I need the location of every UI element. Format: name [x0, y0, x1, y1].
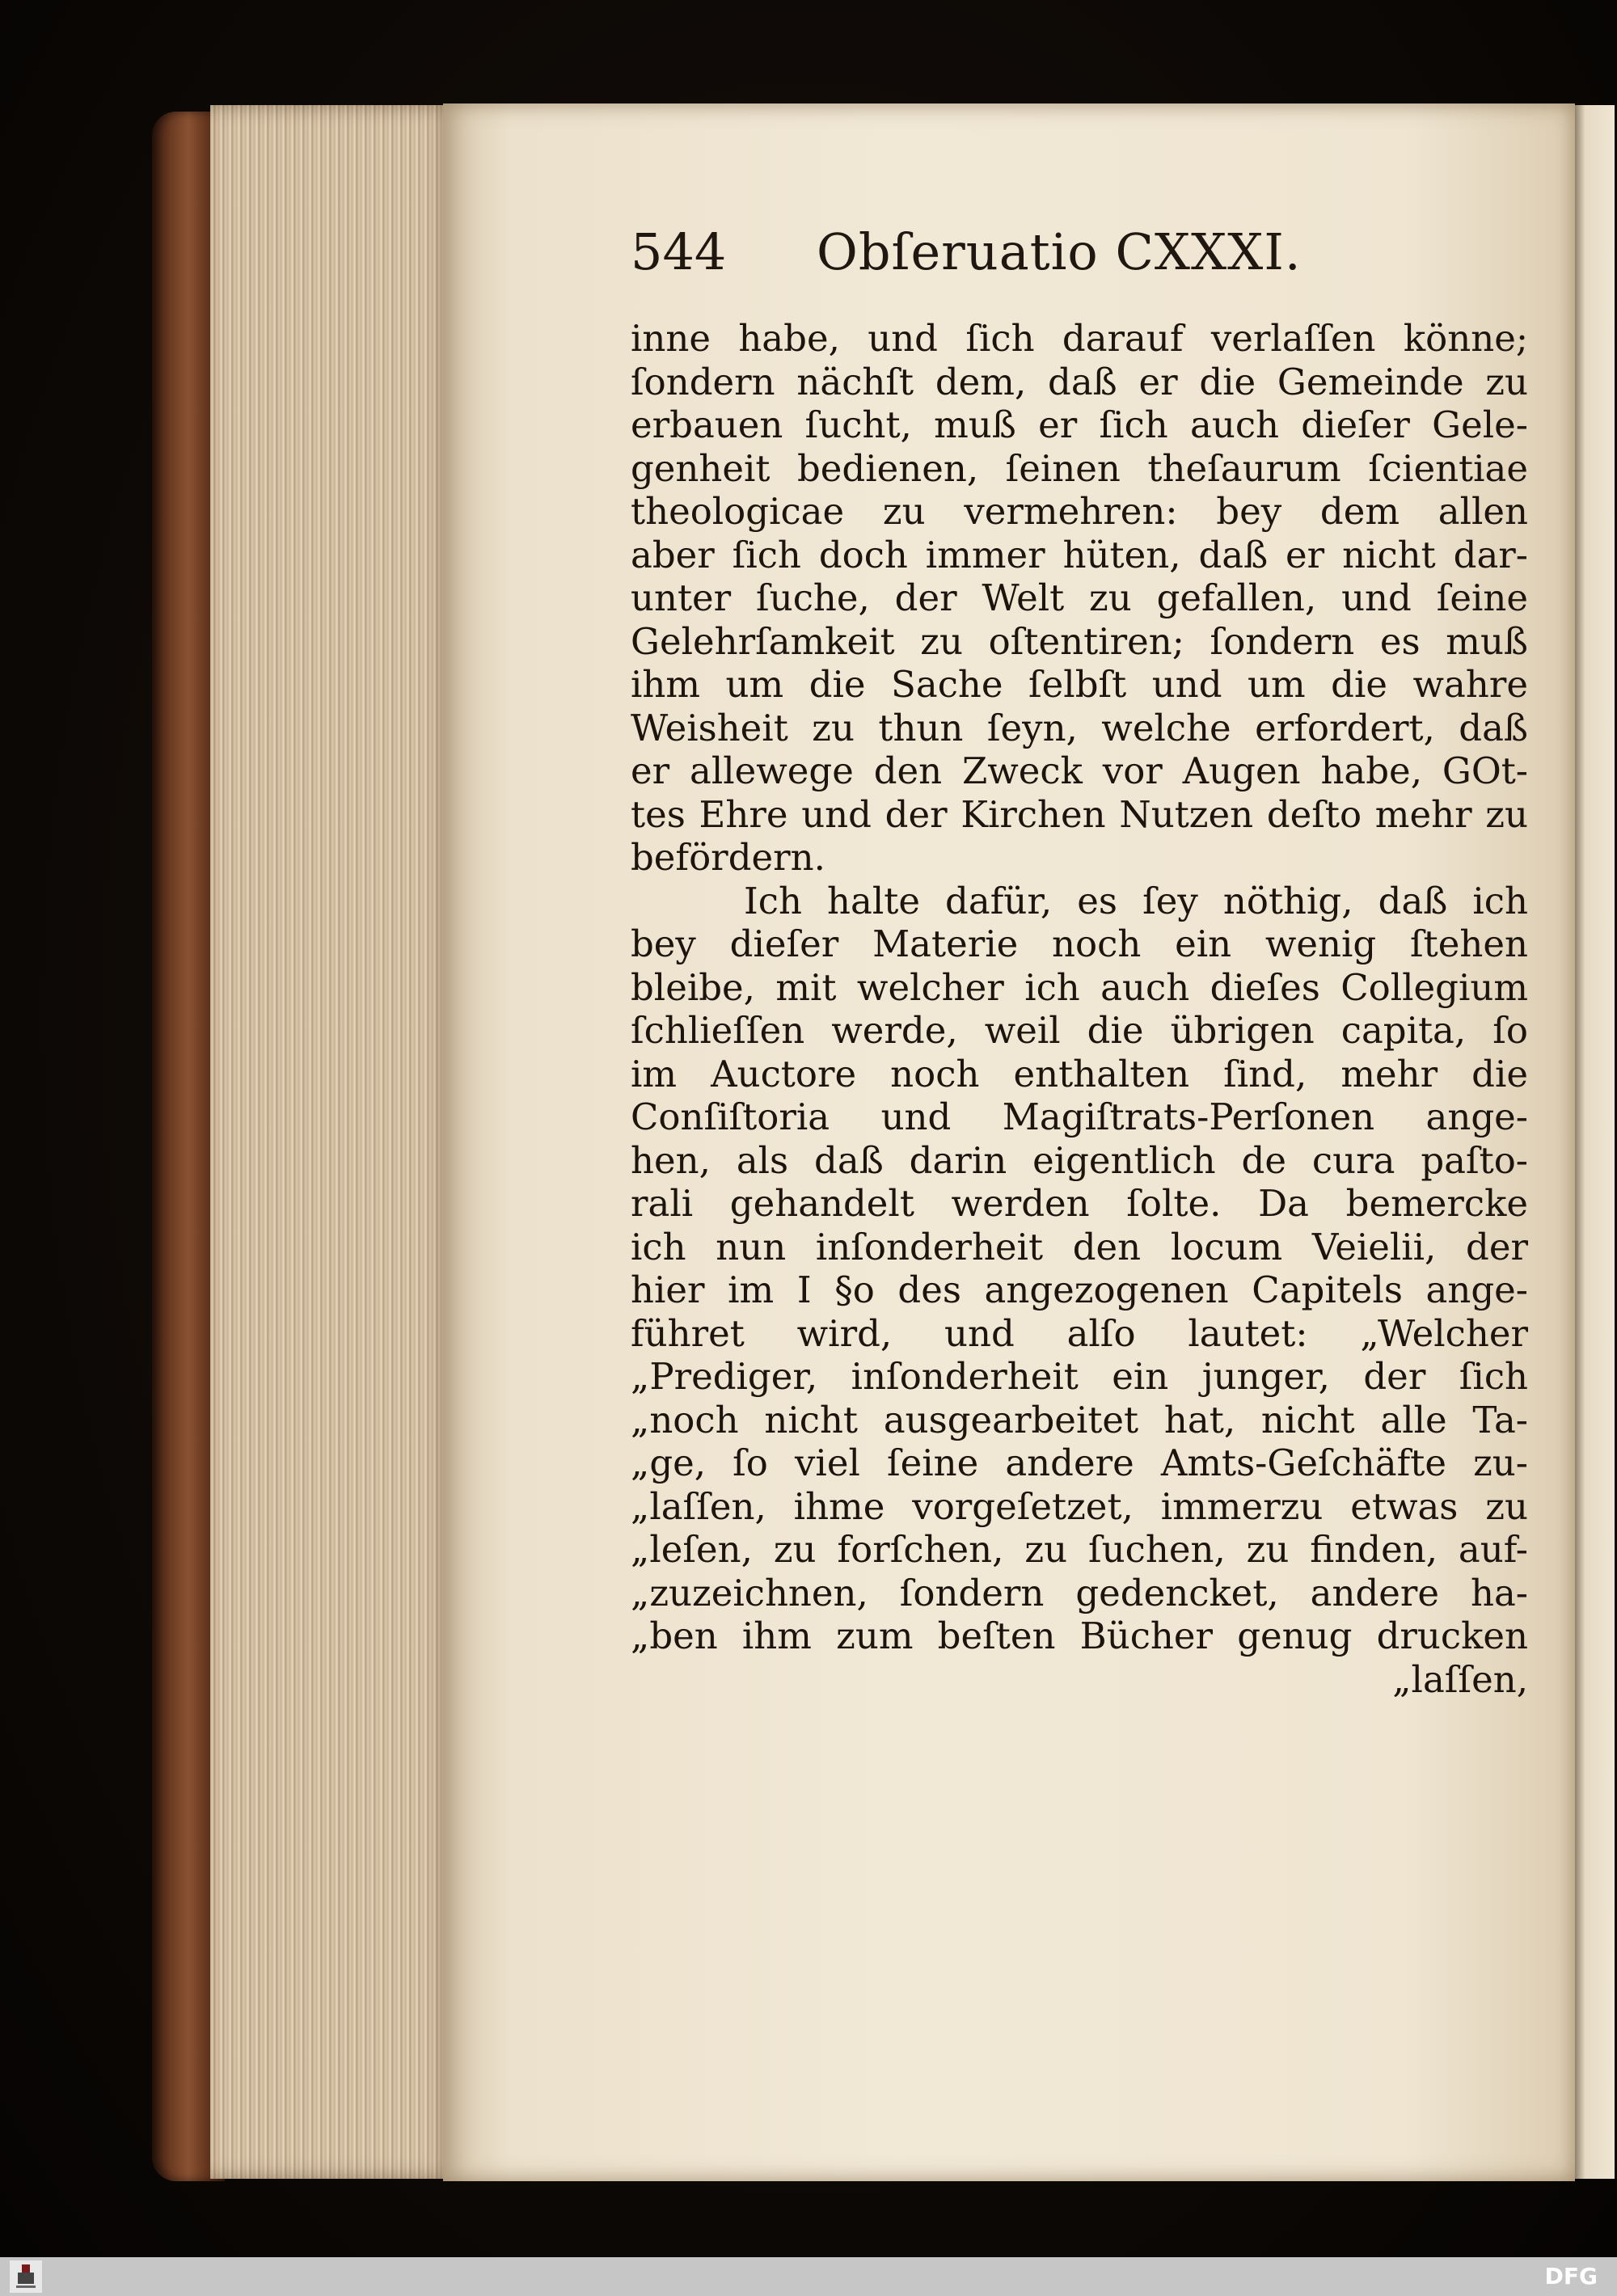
text-line: Weisheit zu thun ſeyn, welche erfordert, daß: [631, 706, 1528, 749]
text-line: im Auctore noch enthalten ſind, mehr die: [631, 1052, 1528, 1095]
text-line: „ge, ſo viel ſeine andere Amts-Geſchäfte zu-: [631, 1441, 1528, 1484]
text-line: unter ſuche, der Welt zu gefallen, und ſeine: [631, 576, 1528, 619]
text-line: rali gehandelt werden ſolte. Da bemercke: [631, 1182, 1528, 1225]
text-line: hier im I §o des angezogenen Capitels ange-: [631, 1268, 1528, 1311]
page-edges: [210, 105, 453, 2179]
text-line: ihm um die Sache ſelbſt und um die wahre: [631, 663, 1528, 706]
text-line: bey dieſer Materie noch ein wenig ſtehen: [631, 922, 1528, 965]
text-line: Conſiſtoria und Magiſtrats-Perſonen ange-: [631, 1095, 1528, 1138]
text-line: ich nun inſonderheit den locum Veielii, der: [631, 1225, 1528, 1268]
text-line: inne habe, und ſich darauf verlaſſen könne;: [631, 317, 1528, 360]
running-header: [631, 212, 1520, 293]
text-line: ſchlieſſen werde, weil die übrigen capita, ſo: [631, 1009, 1528, 1052]
text-line: „leſen, zu forſchen, zu ſuchen, zu finden, auf-: [631, 1528, 1528, 1571]
text-line: „laſſen, ihme vorgeſetzet, immerzu etwas zu: [631, 1484, 1528, 1528]
text-line: genheit bedienen, ſeinen theſaurum ſcientiae: [631, 446, 1528, 490]
text-line: „noch nicht ausgearbeitet hat, nicht alle Ta-: [631, 1398, 1528, 1441]
text-line: „zuzeichnen, ſondern gedencket, andere ha-: [631, 1571, 1528, 1614]
body-text: [631, 317, 1528, 1701]
paragraph-start-line: Ich halte dafür, es ſey nöthig, daß ich: [744, 879, 1528, 922]
viewer-footer-bar: [0, 2257, 1617, 2296]
library-logo: [10, 2260, 42, 2293]
facing-page-edge: [1573, 105, 1615, 2179]
text-line: tes Ehre und der Kirchen Nutzen deſto mehr zu: [631, 792, 1528, 836]
text-line: erbauen ſucht, muß er ſich auch dieſer Gele-: [631, 403, 1528, 446]
text-line: „ben ihm zum beſten Bücher genug drucken: [631, 1614, 1528, 1657]
text-line: er allewege den Zweck vor Augen habe, GOt-: [631, 749, 1528, 792]
text-line: ſondern nächſt dem, daß er die Gemeinde zu: [631, 360, 1528, 403]
running-title: Obſeruatio CXXXI.: [817, 222, 1302, 281]
text-line: Gelehrſamkeit zu oſtentiren; ſondern es muß: [631, 619, 1528, 663]
text-line: führet wird, und alſo lautet: „Welcher: [631, 1311, 1528, 1355]
text-line: befördern.: [631, 836, 825, 879]
library-logo-icon: [15, 2263, 37, 2290]
dfg-logo: DFG: [1544, 2263, 1598, 2290]
text-line: theologicae zu vermehren: bey dem allen: [631, 490, 1528, 533]
text-line: „Prediger, inſonderheit ein junger, der ſich: [631, 1355, 1528, 1398]
catchword: „laſſen,: [1392, 1657, 1528, 1701]
text-line: hen, als daß darin eigentlich de cura paſto-: [631, 1138, 1528, 1182]
page-number: 544: [631, 222, 727, 281]
text-line: bleibe, mit welcher ich auch dieſes Collegium: [631, 965, 1528, 1009]
text-line: aber ſich doch immer hüten, daß er nicht dar-: [631, 533, 1528, 576]
